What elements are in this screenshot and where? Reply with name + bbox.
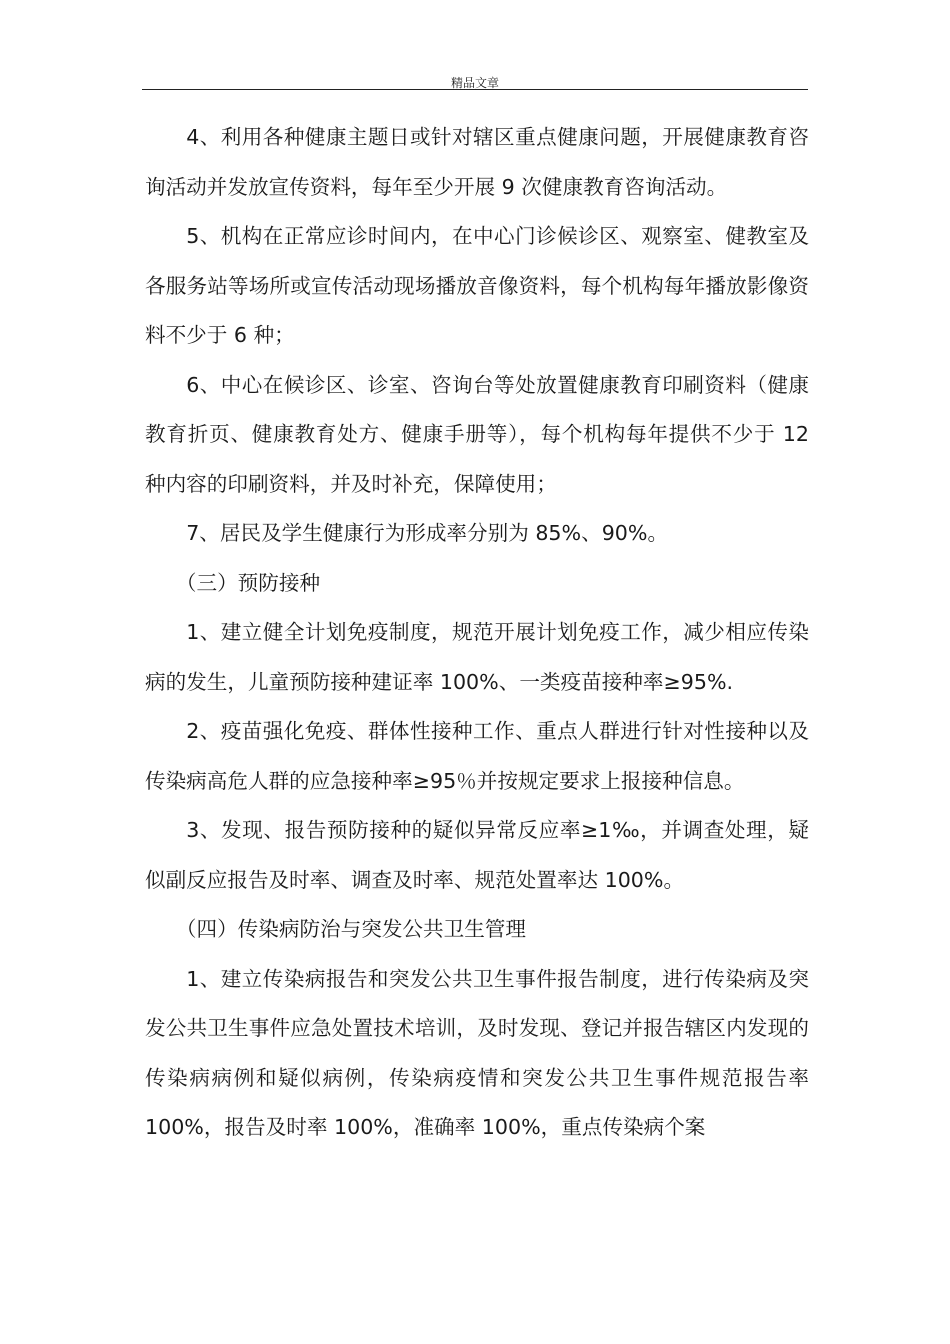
document-body <box>145 113 809 1153</box>
paragraph-infection-1: 1、建立传染病报告和突发公共卫生事件报告制度，进行传染病及突发公共卫生事件应急处置技术培训，及时发现、登记并报告辖区内发现的传染病病例和疑似病例，传染病疫情和突发公共卫生事件规范报告率 100%，报告及时率 100%，准确率 100%，重点传染病个案 <box>145 966 809 1139</box>
paragraph-item-5: 5、机构在正常应诊时间内，在中心门诊候诊区、观察室、健教室及各服务站等场所或宣传活动现场播放音像资料，每个机构每年播放影像资料不少于 6 种； <box>145 224 809 347</box>
section-heading-3: （三）预防接种 <box>175 570 321 595</box>
paragraph-item-4: 4、利用各种健康主题日或针对辖区重点健康问题，开展健康教育咨询活动并发放宣传资料，每年至少开展 9 次健康教育咨询活动。 <box>145 125 809 199</box>
section-heading-4: （四）传染病防治与突发公共卫生管理 <box>175 917 526 941</box>
header-divider <box>142 89 808 90</box>
header-label: 精品文章 <box>450 76 499 90</box>
paragraph-item-7: 7、居民及学生健康行为形成率分别为 85%、90%。 <box>186 521 669 545</box>
paragraph-vaccine-1: 1、建立健全计划免疫制度，规范开展计划免疫工作，减少相应传染病的发生，儿童预防接种建证率 100%、一类疫苗接种率≥95%. <box>145 620 809 694</box>
paragraph-vaccine-3: 3、发现、报告预防接种的疑似异常反应率≥1‰，并调查处理，疑似副反应报告及时率、调查及时率、规范处置率达 100%。 <box>145 818 809 892</box>
paragraph-vaccine-2: 2、疫苗强化免疫、群体性接种工作、重点人群进行针对性接种以及传染病高危人群的应急接种率≥95％并按规定要求上报接种信息。 <box>145 719 809 793</box>
paragraph-item-6: 6、中心在候诊区、诊室、咨询台等处放置健康教育印刷资料（健康教育折页、健康教育处方、健康手册等），每个机构每年提供不少于 12 种内容的印刷资料，并及时补充，保障使用； <box>145 372 809 496</box>
